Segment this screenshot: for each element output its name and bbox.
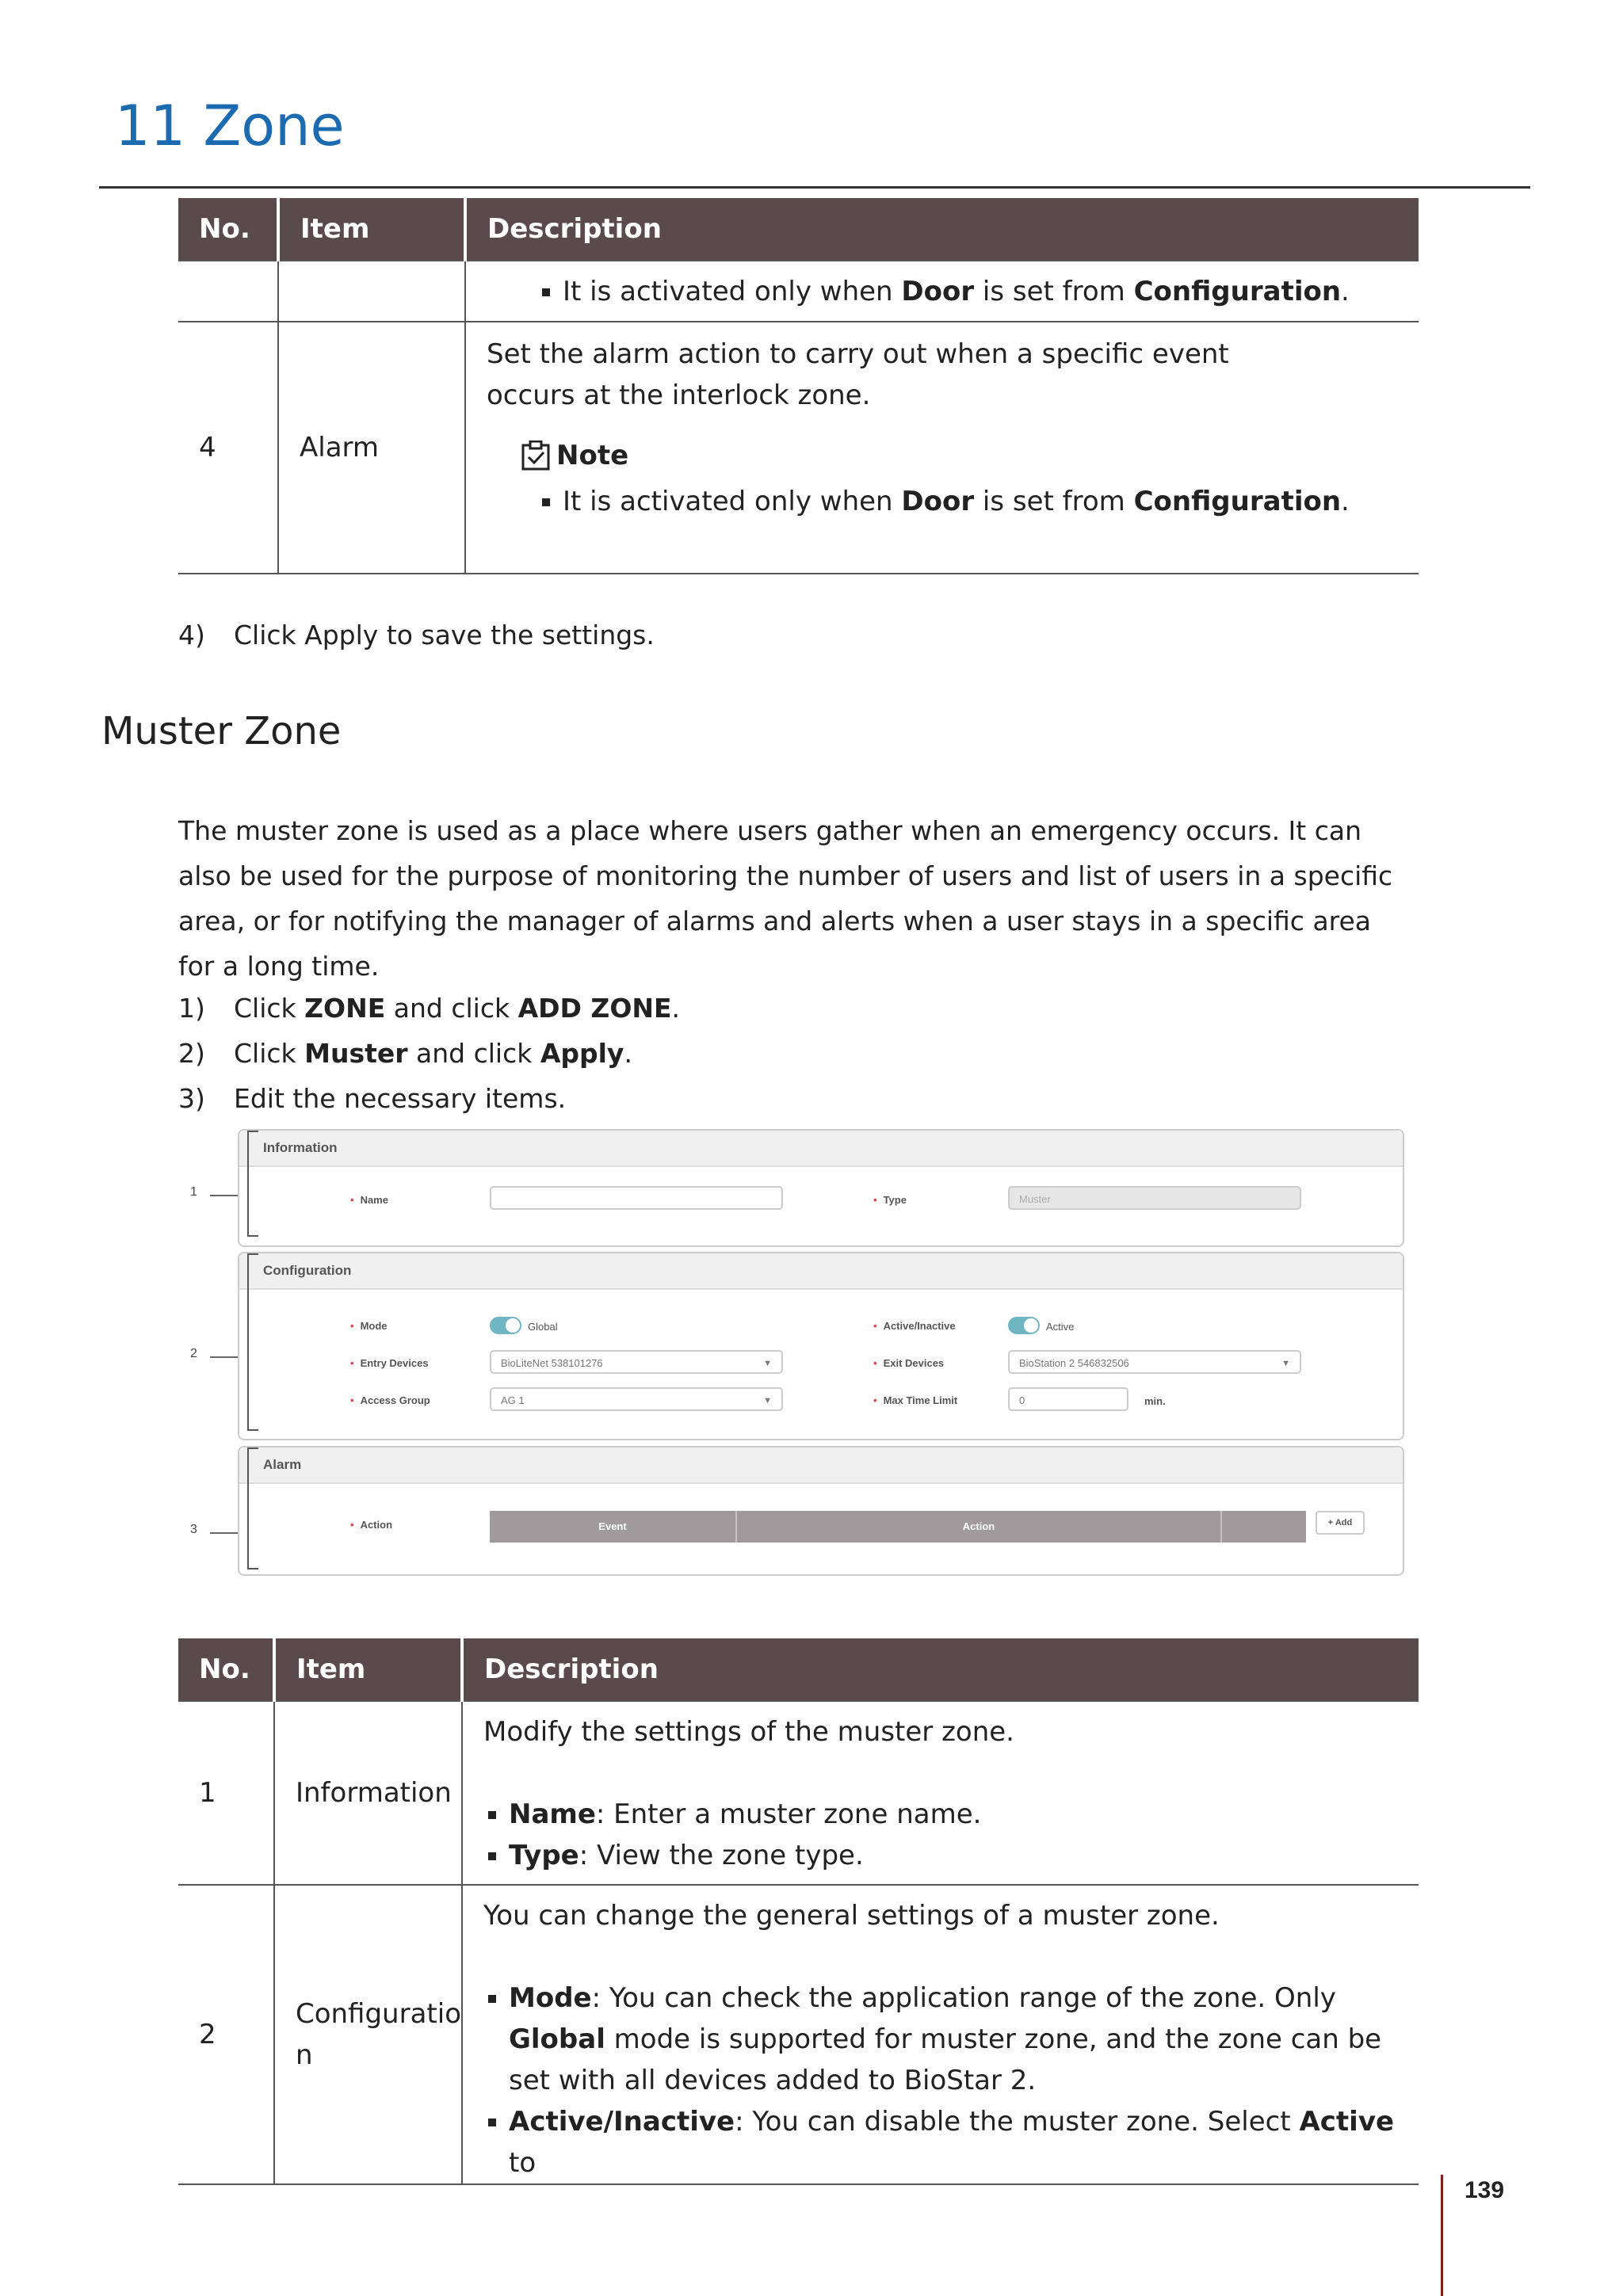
alarm-header: Alarm <box>239 1447 1403 1484</box>
col-description-header: Description <box>465 198 1419 261</box>
table-cell <box>465 322 1419 574</box>
table-row <box>178 322 1419 574</box>
step-2: 2) Click Muster and click Apply. <box>178 1038 632 1069</box>
bracket-1 <box>247 1131 258 1237</box>
alarm-panel <box>238 1446 1404 1576</box>
row-description: You can change the general settings of a muster zone. <box>483 1900 1220 1932</box>
table-row <box>178 1885 1419 2184</box>
active-value: Active <box>1046 1321 1075 1333</box>
row-description: Set the alarm action to carry out when a specific event occurs at the interlock zone. <box>487 338 1229 411</box>
page-number: 139 <box>1465 2177 1505 2203</box>
step-1: 1) Click ZONE and click ADD ZONE. <box>178 993 681 1024</box>
page-number-bar <box>1441 2175 1443 2296</box>
bracket-3 <box>247 1447 258 1569</box>
step-3: 3) Edit the necessary items. <box>178 1083 567 1114</box>
row-number: 2 <box>178 1885 274 2184</box>
event-column-header: Event <box>490 1511 737 1543</box>
list-item: It is activated only when Door is set from Configuration. <box>537 481 1419 522</box>
zone-settings-screenshot <box>238 1129 1403 1577</box>
row-item: Alarm <box>278 322 465 574</box>
action-label: • Action <box>350 1519 393 1531</box>
col-description-header: Description <box>462 1638 1419 1701</box>
name-label: • Name <box>350 1194 388 1206</box>
list-item: Name: Enter a muster zone name. <box>483 1794 1419 1835</box>
step-4: 4) Click Apply to save the settings. <box>178 620 655 650</box>
exit-devices-select[interactable]: BioStation 2 546832506 ▼ <box>1008 1350 1301 1374</box>
information-panel <box>238 1129 1404 1247</box>
muster-settings-table <box>178 1638 1419 2185</box>
callout-3: 3 <box>190 1523 197 1536</box>
type-label: • Type <box>873 1194 907 1206</box>
alarm-table <box>178 198 1419 574</box>
entry-devices-label: • Entry Devices <box>350 1357 429 1369</box>
action-column-header: Action <box>737 1511 1222 1543</box>
row-item: Configuratio n <box>274 1885 462 2184</box>
list-item: It is activated only when Door is set from Configuration. <box>537 271 1419 312</box>
col-item-header: Item <box>278 198 465 261</box>
row-number: 1 <box>178 1701 274 1885</box>
name-input[interactable] <box>490 1186 783 1210</box>
col-no-header: No. <box>178 1638 274 1701</box>
add-action-button[interactable]: + Add <box>1316 1511 1365 1535</box>
table-cell <box>178 261 278 322</box>
col-item-header: Item <box>274 1638 462 1701</box>
mode-label: • Mode <box>350 1320 388 1332</box>
row-number: 4 <box>178 322 278 574</box>
active-label: • Active/Inactive <box>873 1320 956 1332</box>
table-cell <box>462 1885 1419 2184</box>
table-cell <box>462 1701 1419 1885</box>
bracket-2 <box>247 1253 258 1431</box>
active-toggle[interactable] <box>1008 1317 1040 1334</box>
alarm-action-table-header <box>490 1511 1306 1543</box>
callout-1: 1 <box>190 1185 197 1199</box>
clipboard-check-icon <box>521 441 550 471</box>
note-heading: Note <box>487 440 1419 471</box>
max-time-label: • Max Time Limit <box>873 1394 958 1406</box>
max-time-unit: min. <box>1144 1395 1166 1407</box>
header-rule <box>99 186 1530 189</box>
list-item: Mode: You can check the application range of the zone. Only Global mode is supported for muster zone, and the zone can be set with all devices added to BioStar 2. <box>483 1978 1419 2101</box>
information-header: Information <box>239 1131 1403 1167</box>
configuration-panel <box>238 1252 1404 1440</box>
exit-devices-label: • Exit Devices <box>873 1357 945 1369</box>
entry-devices-select[interactable]: BioLiteNet 538101276 ▼ <box>490 1350 783 1374</box>
list-item: Active/Inactive: You can disable the muster zone. Select Active to <box>483 2101 1419 2183</box>
row-item: Information <box>274 1701 462 1885</box>
mode-toggle[interactable] <box>490 1317 521 1334</box>
col-no-header: No. <box>178 198 278 261</box>
list-item: Type: View the zone type. <box>483 1835 1419 1876</box>
intro-paragraph: The muster zone is used as a place where users gather when an emergency occurs. It can also be used for the purpose of monitoring the number of users and list of users in a specific area, or for notifying the manager of alarms and alerts when a user stays in a specific area for a long time. <box>178 815 1393 982</box>
access-group-label: • Access Group <box>350 1394 430 1406</box>
callout-2: 2 <box>190 1347 197 1360</box>
mode-value: Global <box>528 1321 558 1333</box>
table-cell <box>465 261 1419 322</box>
configuration-header: Configuration <box>239 1253 1403 1290</box>
section-title: Muster Zone <box>101 709 342 753</box>
type-field: Muster <box>1008 1186 1301 1210</box>
row-description: Modify the settings of the muster zone. <box>483 1716 1014 1748</box>
chapter-title: 11 Zone <box>115 93 345 158</box>
table-cell <box>278 261 465 322</box>
max-time-input[interactable]: 0 <box>1008 1387 1128 1411</box>
access-group-select[interactable]: AG 1 ▼ <box>490 1387 783 1411</box>
table-row <box>178 1701 1419 1885</box>
